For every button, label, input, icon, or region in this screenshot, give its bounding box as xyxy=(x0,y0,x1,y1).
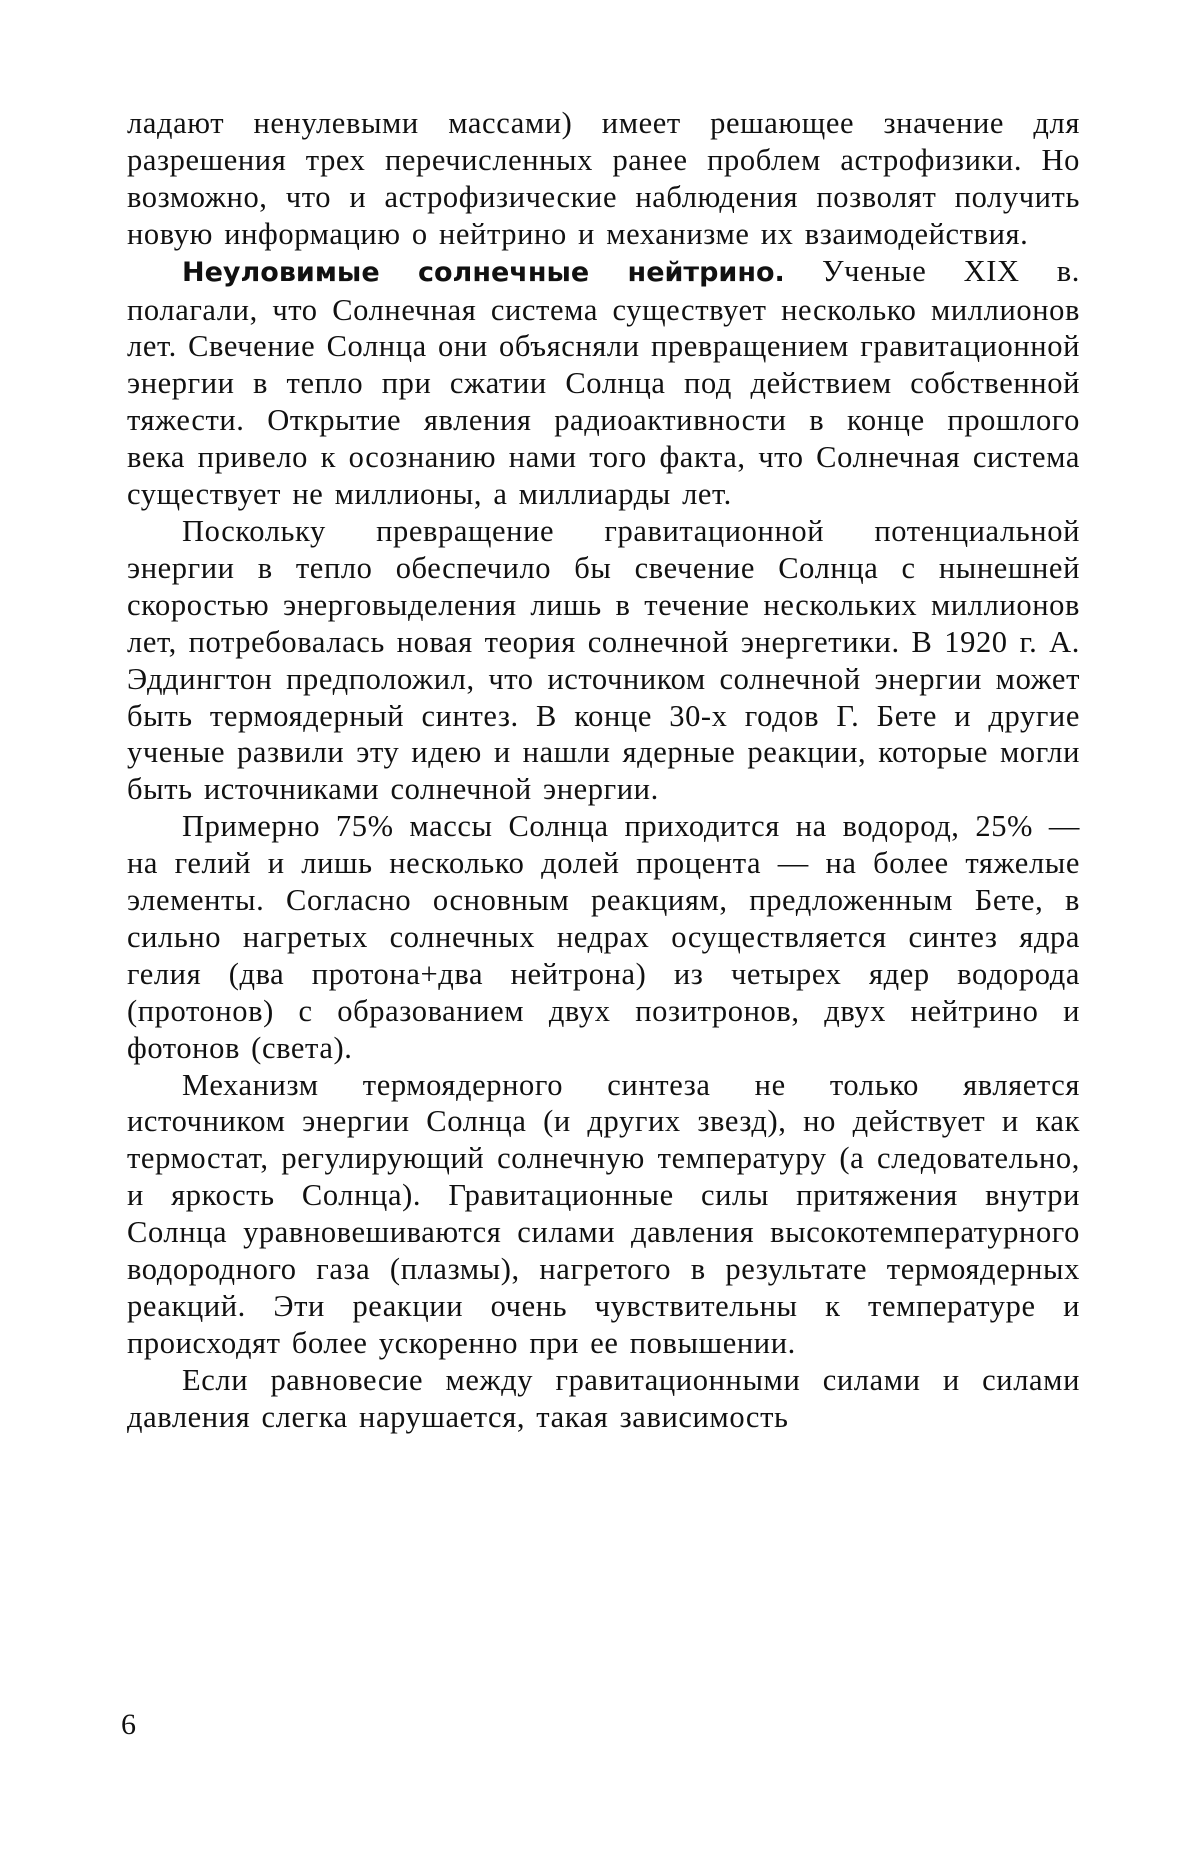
section-heading: Неуловимые солнечные нейтрино. xyxy=(182,256,785,288)
paragraph-equilibrium xyxy=(127,1362,1080,1436)
paragraph-elusive-neutrinos xyxy=(127,253,1080,513)
paragraph-text: ладают ненулевыми массами) имеет решающее значение для разрешения трех перечисленных ранее проблем астрофизики. Но возможно, что и астрофизические наблюдения позволят получить новую информацию о нейтрино и механизме их взаимодействия. xyxy=(127,106,1080,251)
page-body xyxy=(127,105,1080,1436)
paragraph-continuation xyxy=(127,105,1080,253)
paragraph-text: Примерно 75% массы Солнца приходится на водород, 25% — на гелий и лишь несколько долей процента — на более тяжелые элементы. Согласно основным реакциям, предложенным Бете, в сильно нагретых солнечных недрах осуществляется синтез ядра гелия (два протона+два нейтрона) из четырех ядер водорода (протонов) с образованием двух позитронов, двух нейтрино и фотонов (света). xyxy=(127,809,1080,1065)
page-number: 6 xyxy=(121,1708,136,1741)
paragraph-thermostat xyxy=(127,1067,1080,1362)
paragraph-thermonuclear-theory xyxy=(127,513,1080,808)
paragraph-text: Поскольку превращение гравитационной потенциальной энергии в тепло обеспечило бы свечение Солнца с нынешней скоростью энерговыделения лишь в течение нескольких миллионов лет, потребовалась новая теория солнечной энергетики. В 1920 г. А. Эддингтон предположил, что источником солнечной энергии может быть термоядерный синтез. В конце 30-х годов Г. Бете и другие ученые развили эту идею и нашли ядерные реакции, которые могли быть источниками солнечной энергии. xyxy=(127,513,1080,807)
paragraph-text: Ученые XIX в. полагали, что Солнечная система существует несколько миллионов лет. Свечение Солнца они объясняли превращением гравитационной энергии в тепло при сжатии Солнца под действием собственной тяжести. Открытие явления радиоактивности в конце прошлого века привело к осознанию нами того факта, что Солнечная система существует не миллионы, а миллиарды лет. xyxy=(127,253,1080,512)
paragraph-text: Механизм термоядерного синтеза не только является источником энергии Солнца (и других звезд), но действует и как термостат, регулирующий солнечную температуру (а следовательно, и яркость Солнца). Гравитационные силы притяжения внутри Солнца уравновешиваются силами давления высокотемпературного водородного газа (плазмы), нагретого в результате термоядерных реакций. Эти реакции очень чувствительны к температуре и происходят более ускоренно при ее повышении. xyxy=(127,1067,1080,1360)
paragraph-composition xyxy=(127,808,1080,1066)
paragraph-text: Если равновесие между гравитационными силами и силами давления слегка нарушается, такая зависимость xyxy=(127,1362,1080,1434)
